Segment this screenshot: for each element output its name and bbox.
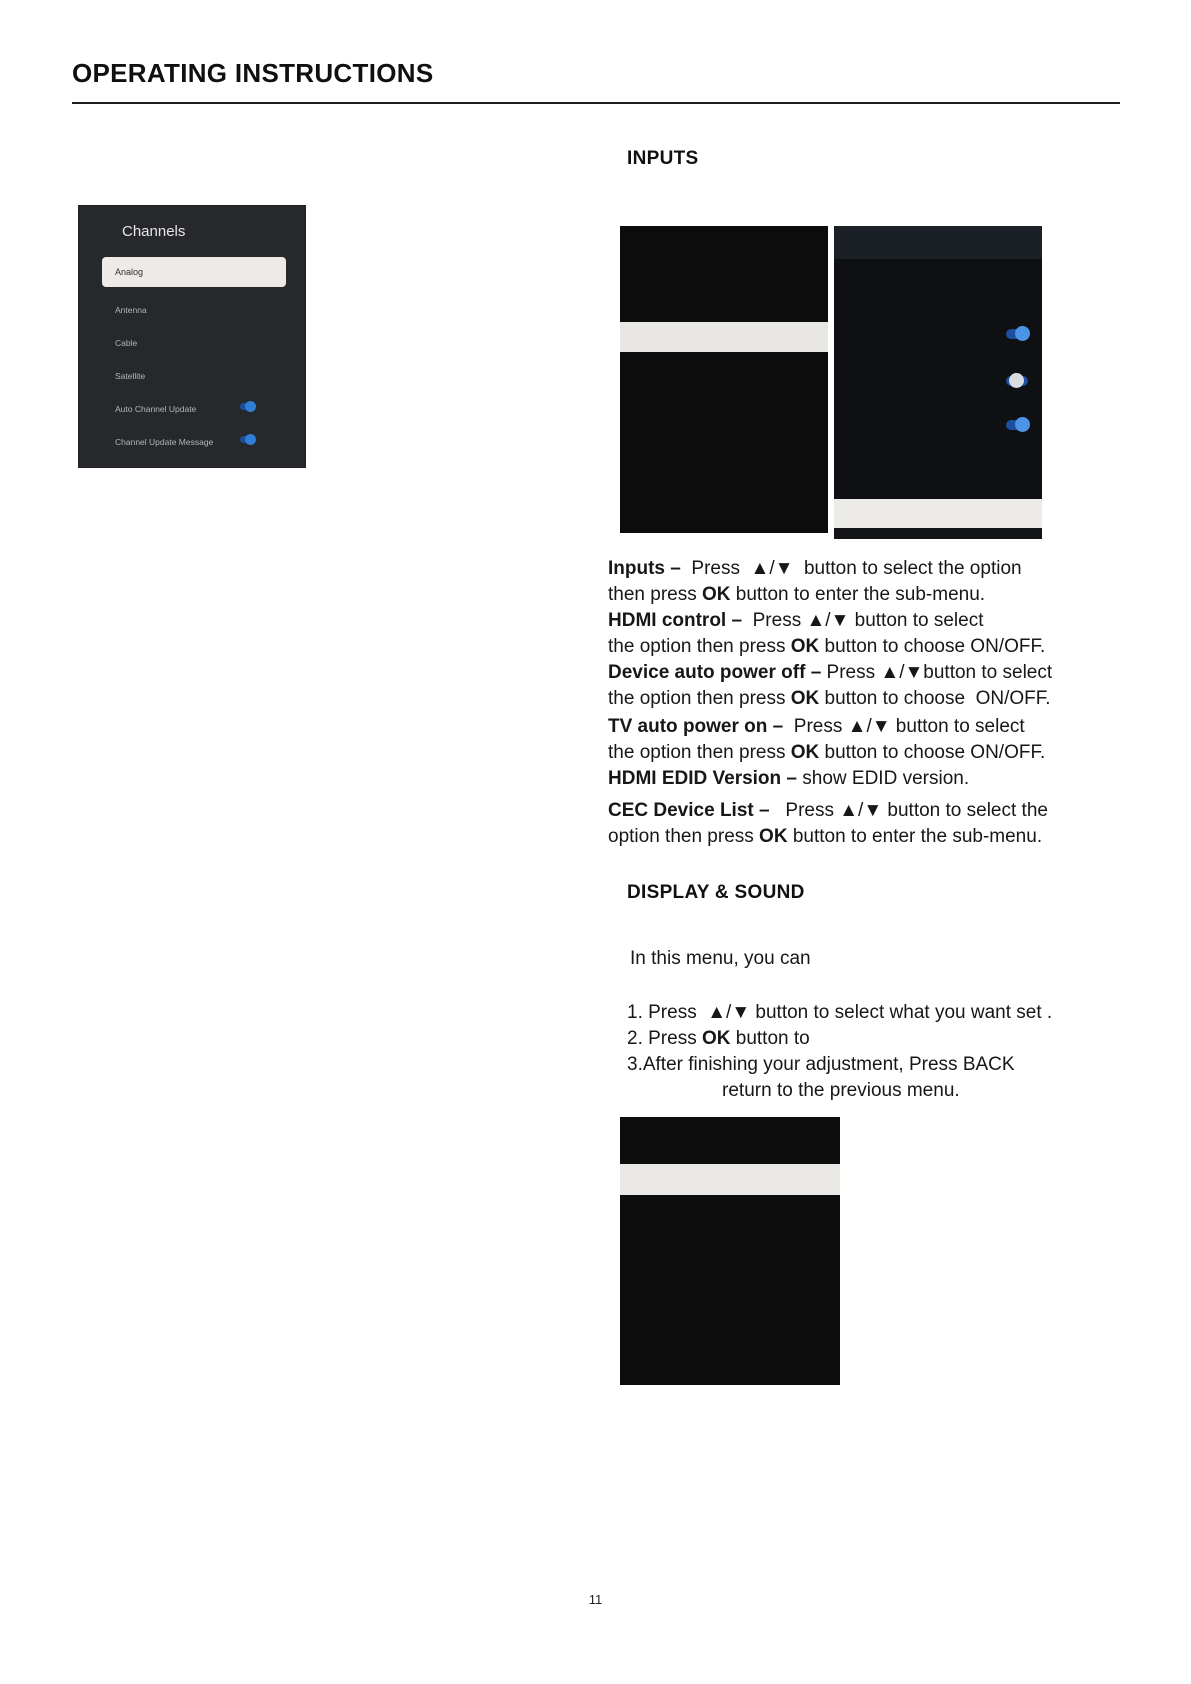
display-sound-steps: 1. Press ▲/▼ button to select what you want set . 2. Press OK button to 3.After finishing your adjustment, Press BACK return to the previous menu. — [627, 1002, 1053, 1101]
instruction-hdmi-control: HDMI control – Press ▲/▼ button to select the option then press OK button to choose ON/OFF. — [608, 610, 1046, 657]
header-divider — [72, 102, 1120, 104]
screenshot-footer-strip — [834, 528, 1042, 539]
inputs-menu-screenshot-right — [834, 226, 1042, 539]
inputs-menu-screenshot-left — [620, 226, 828, 533]
display-sound-menu-screenshot — [620, 1117, 840, 1385]
toggle-on-icon — [1006, 329, 1028, 339]
channels-selected-label: Analog — [115, 267, 144, 277]
instruction-cec-device-list: CEC Device List – Press ▲/▼ button to select the option then press OK button to enter the sub-menu. — [608, 800, 1048, 847]
channels-item-auto-channel-update: Auto Channel Update — [115, 404, 197, 414]
page-number: 11 — [588, 1592, 603, 1607]
toggle-on-icon — [240, 403, 255, 410]
highlighted-row — [620, 1164, 840, 1195]
channels-menu-screenshot — [78, 205, 306, 468]
highlighted-row — [834, 499, 1042, 528]
highlighted-row — [620, 322, 828, 352]
toggle-on-icon — [1006, 420, 1028, 430]
instruction-device-auto-power-off: Device auto power off – Press ▲/▼button to select the option then press OK button to choose ON/OFF. — [608, 662, 1053, 709]
toggle-on-icon — [240, 436, 255, 443]
channels-item-channel-update-message: Channel Update Message — [115, 437, 214, 447]
toggle-on-icon — [1006, 376, 1028, 386]
screenshot-header-bar — [834, 226, 1042, 259]
channels-item-satellite: Satellite — [115, 371, 146, 381]
channels-item-cable: Cable — [115, 338, 138, 348]
instruction-inputs: Inputs – Press ▲/▼ button to select the option then press OK button to enter the sub-menu. — [608, 558, 1022, 605]
display-sound-section-heading: DISPLAY & SOUND — [627, 882, 805, 903]
inputs-section-heading: INPUTS — [627, 148, 699, 169]
instruction-hdmi-edid-version: HDMI EDID Version – show EDID version. — [608, 768, 970, 789]
display-sound-intro: In this menu, you can — [630, 948, 811, 969]
channels-selected-item — [102, 257, 286, 287]
page-title: OPERATING INSTRUCTIONS — [72, 58, 434, 88]
screenshot-body — [834, 259, 1042, 499]
channels-item-antenna: Antenna — [115, 305, 147, 315]
channels-menu-title: Channels — [122, 223, 186, 240]
instruction-tv-auto-power-on: TV auto power on – Press ▲/▼ button to select the option then press OK button to choose ON/OFF. — [608, 716, 1046, 763]
